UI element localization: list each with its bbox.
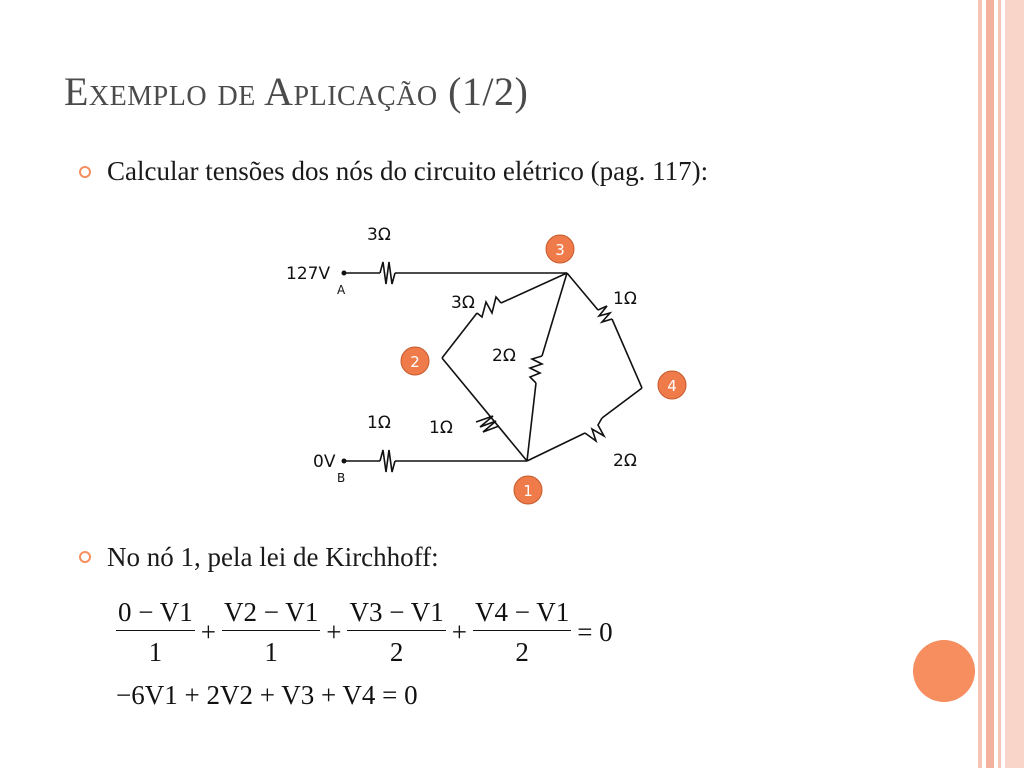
- terminal-a-label: A: [337, 283, 346, 297]
- bullet-text: No nó 1, pela lei de Kirchhoff:: [107, 542, 439, 572]
- bullet-icon: [79, 551, 91, 563]
- plus-operator: +: [326, 616, 342, 647]
- svg-text:1: 1: [523, 482, 533, 500]
- bullet-icon: [79, 166, 91, 178]
- svg-text:3: 3: [555, 241, 565, 259]
- fraction-term: $\frac{V3 - V1}{2}$: [349, 597, 444, 667]
- resistor-label: 3Ω: [451, 293, 475, 313]
- resistor-label: 1Ω: [429, 418, 453, 438]
- node-marker-4: [658, 371, 686, 399]
- fraction-term: $\frac{0 - V1}{1}$: [118, 597, 193, 667]
- plus-operator: +: [200, 616, 216, 647]
- svg-text:4: 4: [667, 377, 677, 395]
- svg-text:2: 2: [410, 353, 420, 371]
- terminal-b-label: B: [337, 471, 346, 485]
- resistor-label: 3Ω: [367, 225, 391, 245]
- simplified-equation: −6V1 + 2V2 + V3 + V4 = 0: [116, 680, 418, 710]
- decorative-stripe: [978, 0, 982, 768]
- circuit-diagram: [280, 218, 700, 508]
- resistor-label: 2Ω: [613, 451, 637, 471]
- node-marker-3: [546, 235, 574, 263]
- source-a-voltage: 127V: [286, 264, 331, 284]
- fraction-term: $\frac{V4 - V1}{2}$: [474, 597, 570, 667]
- fraction-term: $\frac{V2 - V1}{1}$: [223, 597, 319, 667]
- node-marker-2: [401, 347, 429, 375]
- resistor-label: 1Ω: [613, 289, 637, 309]
- node-marker-1: [514, 476, 542, 504]
- bullet-text: Calcular tensões dos nós do circuito elétrico (pag. 117):: [107, 156, 709, 186]
- decorative-stripe: [998, 0, 1001, 768]
- slide-title: Exemplo de Aplicação (1/2): [64, 69, 529, 114]
- decorative-circle: [913, 640, 975, 702]
- equals-zero: = 0: [577, 616, 613, 647]
- source-b-voltage: 0V: [313, 452, 336, 472]
- kirchhoff-equation: [116, 597, 619, 667]
- resistor-label: 2Ω: [492, 346, 516, 366]
- decorative-stripe: [986, 0, 994, 768]
- decorative-stripe: [1005, 0, 1024, 768]
- resistor-label: 1Ω: [367, 413, 391, 433]
- plus-operator: +: [451, 616, 467, 647]
